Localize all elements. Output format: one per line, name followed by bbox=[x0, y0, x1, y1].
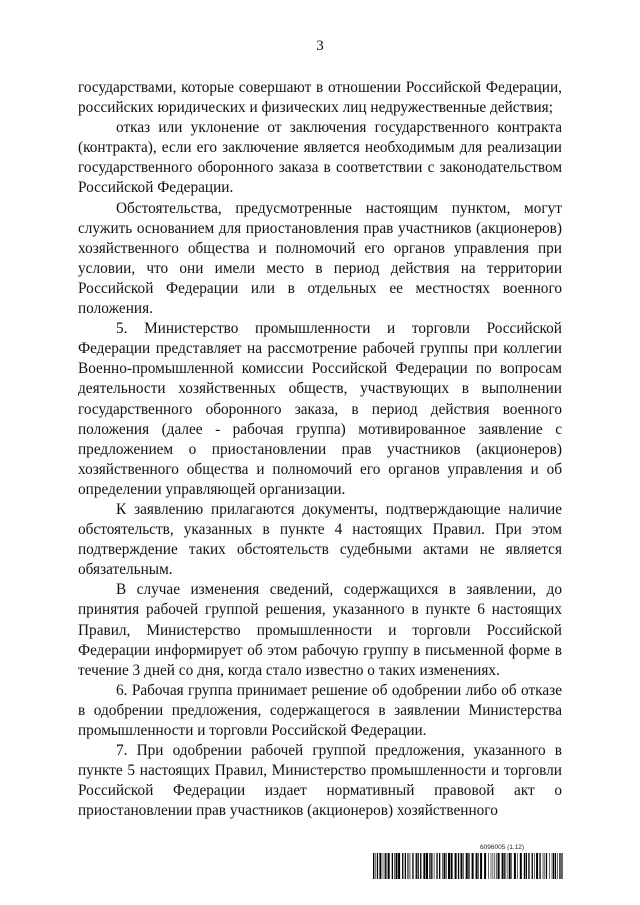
paragraph: отказ или уклонение от заключения государственного контракта (контракта), если его заключение является необходимым для реализации государственного оборонного заказа в соответствии с законодательством Российской Федерации. bbox=[78, 119, 562, 197]
paragraph: 6. Рабочая группа принимает решение об одобрении либо об отказе в одобрении предложения, содержащегося в заявлении Министерства промышленности и торговли Российской Федерации. bbox=[78, 681, 562, 739]
paragraph: Обстоятельства, предусмотренные настоящим пунктом, могут служить основанием для приостановления прав участников (акционеров) хозяйственного общества и полномочий его органов управления при условии, что они имели место в период действия на территории Российской Федерации или в отдельных ее местностях военного положения. bbox=[78, 199, 562, 318]
page-number: 3 bbox=[316, 38, 324, 54]
barcode-graphic bbox=[373, 853, 563, 879]
paragraph: В случае изменения сведений, содержащихся в заявлении, до принятия рабочей группой решения, указанного в пункте 6 настоящих Правил, Министерство промышленности и торговли Российской Федерации информирует об этом рабочую группу в письменной форме в течение 3 дней со дня, когда стало известно о таких изменениях. bbox=[78, 581, 562, 679]
paragraph: государствами, которые совершают в отношении Российской Федерации, российских юридических и физических лиц недружественные действия; bbox=[78, 79, 562, 117]
barcode-icon bbox=[373, 853, 563, 879]
document-body bbox=[78, 78, 562, 821]
document-code: 6096005 (1.12) bbox=[480, 844, 525, 851]
paragraph: К заявлению прилагаются документы, подтверждающие наличие обстоятельств, указанных в пункте 4 настоящих Правил. При этом подтверждение таких обстоятельств судебными актами не является обязательным. bbox=[78, 500, 562, 579]
paragraph: 5. Министерство промышленности и торговли Российской Федерации представляет на рассмотрение рабочей группы при коллегии Военно-промышленной комиссии Российской Федерации по вопросам деятельности хозяйственных обществ, участвующих в выполнении государственного оборонного заказа, в период действия военного положения (далее - рабочая группа) мотивированное заявление с предложением о приостановлении прав участников (акционеров) хозяйственного общества и полномочий его органов управления и об определении управляющей организации. bbox=[78, 320, 562, 498]
paragraph: 7. При одобрении рабочей группой предложения, указанного в пункте 5 настоящих Правил, Министерство промышленности и торговли Российской Федерации издает нормативный правовой акт о приостановлении прав участников (акционеров) хозяйственного bbox=[78, 742, 562, 820]
